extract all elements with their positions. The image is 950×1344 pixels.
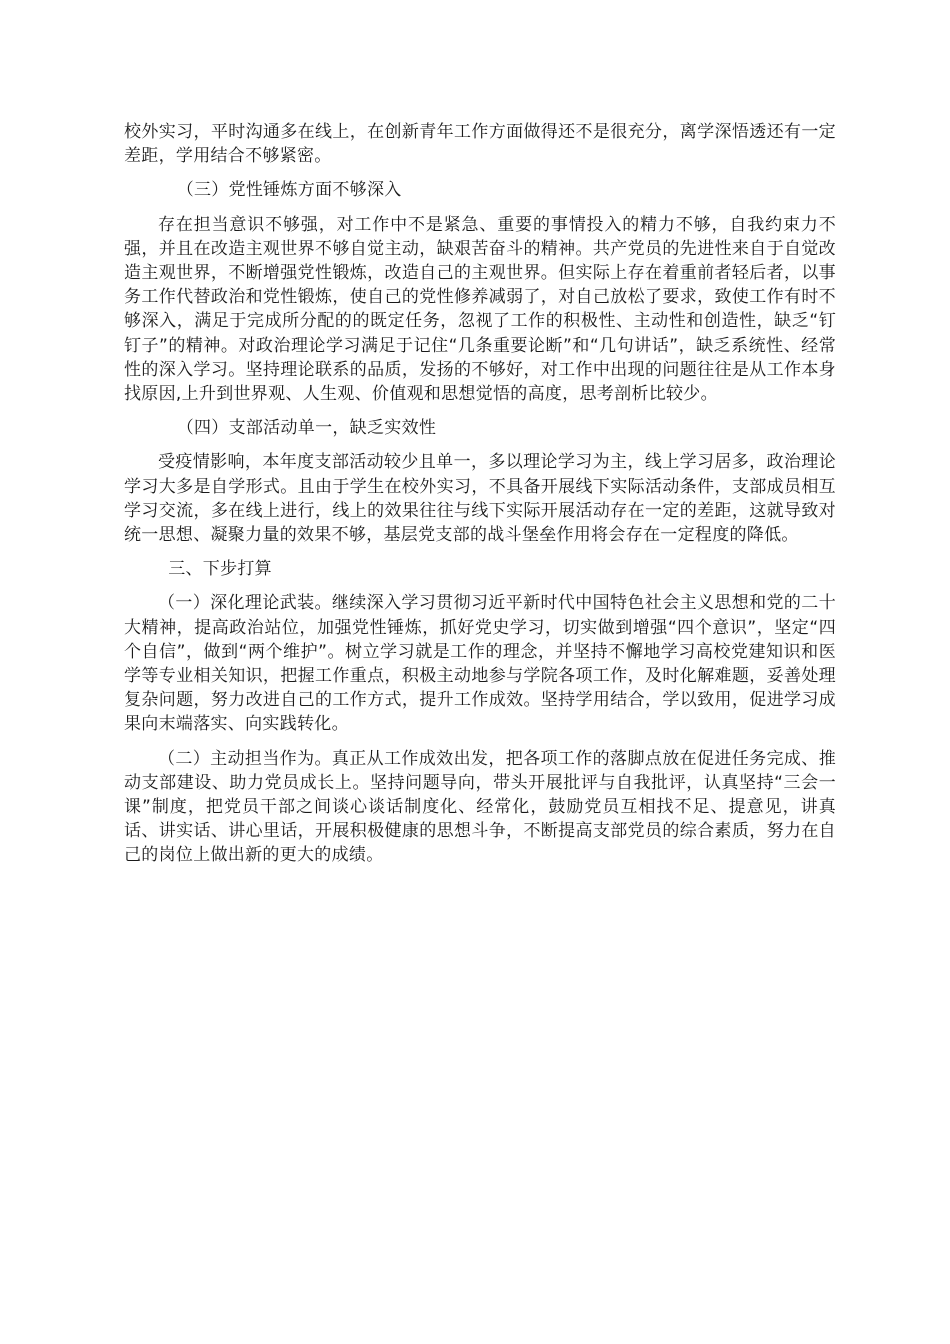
plan2-paragraph: （二）主动担当作为。真正从工作成效出发，把各项工作的落脚点放在促进任务完成、推动支部建设、助力党员成长上。坚持问题导向，带头开展批评与自我批评，认真坚持“三会一课”制度，把党员干部之间谈心谈话制度化、经常化，鼓励党员互相找不足、提意见，讲真话、讲实话、讲心里话，开展积极健康的思想斗争，不断提高支部党员的综合素质，努力在自己的岗位上做出新的更大的成绩。	[124, 748, 836, 866]
continuation-paragraph: 校外实习，平时沟通多在线上，在创新青年工作方面做得还不是很充分，离学深悟透还有一定差距，学用结合不够紧密。	[124, 122, 836, 167]
plan1-paragraph: （一）深化理论武装。继续深入学习贯彻习近平新时代中国特色社会主义思想和党的二十大精神，提高政治站位，加强党性锤炼，抓好党史学习，切实做到增强“四个意识”，坚定“四个自信”，做到“两个维护”。树立学习就是工作的理念，并坚持不懈地学习高校党建知识和医学等专业相关知识，把握工作重点，积极主动地参与学院各项工作，及时化解难题，妥善处理复杂问题，努力改进自己的工作方式，提升工作成效。坚持学用结合，学以致用，促进学习成果向末端落实、向实践转化。	[124, 593, 836, 735]
part3-heading: 三、下步打算	[168, 559, 272, 580]
document-page	[124, 120, 836, 879]
section3-heading: （三）党性锤炼方面不够深入	[176, 180, 402, 201]
section3-paragraph: 存在担当意识不够强，对工作中不是紧急、重要的事情投入的精力不够，自我约束力不强，并且在改造主观世界不够自觉主动，缺艰苦奋斗的精神。共产党员的先进性来自于自觉改造主观世界，不断增强党性锻炼，改造自己的主观世界。但实际上存在着重前者轻后者，以事务工作代替政治和党性锻炼，使自己的党性修养减弱了，对自己放松了要求，致使工作有时不够深入，满足于完成所分配的的既定任务，忽视了工作的积极性、主动性和创造性，缺乏“钉钉子”的精神。对政治理论学习满足于记住“几条重要论断”和“几句讲话”，缺乏系统性、经常性的深入学习。坚持理论联系的品质，发扬的不够好，对工作中出现的问题往往是从工作本身找原因,上升到世界观、人生观、价值观和思想觉悟的高度，思考剖析比较少。	[124, 214, 836, 405]
section4-paragraph: 受疫情影响，本年度支部活动较少且单一，多以理论学习为主，线上学习居多，政治理论学习大多是自学形式。且由于学生在校外实习，不具备开展线下实际活动条件，支部成员相互学习交流，多在线上进行，线上的效果往往与线下实际开展活动存在一定的差距，这就导致对统一思想、凝聚力量的效果不够，基层党支部的战斗堡垒作用将会存在一定程度的降低。	[124, 452, 836, 546]
section4-heading: （四）支部活动单一，缺乏实效性	[176, 418, 437, 439]
